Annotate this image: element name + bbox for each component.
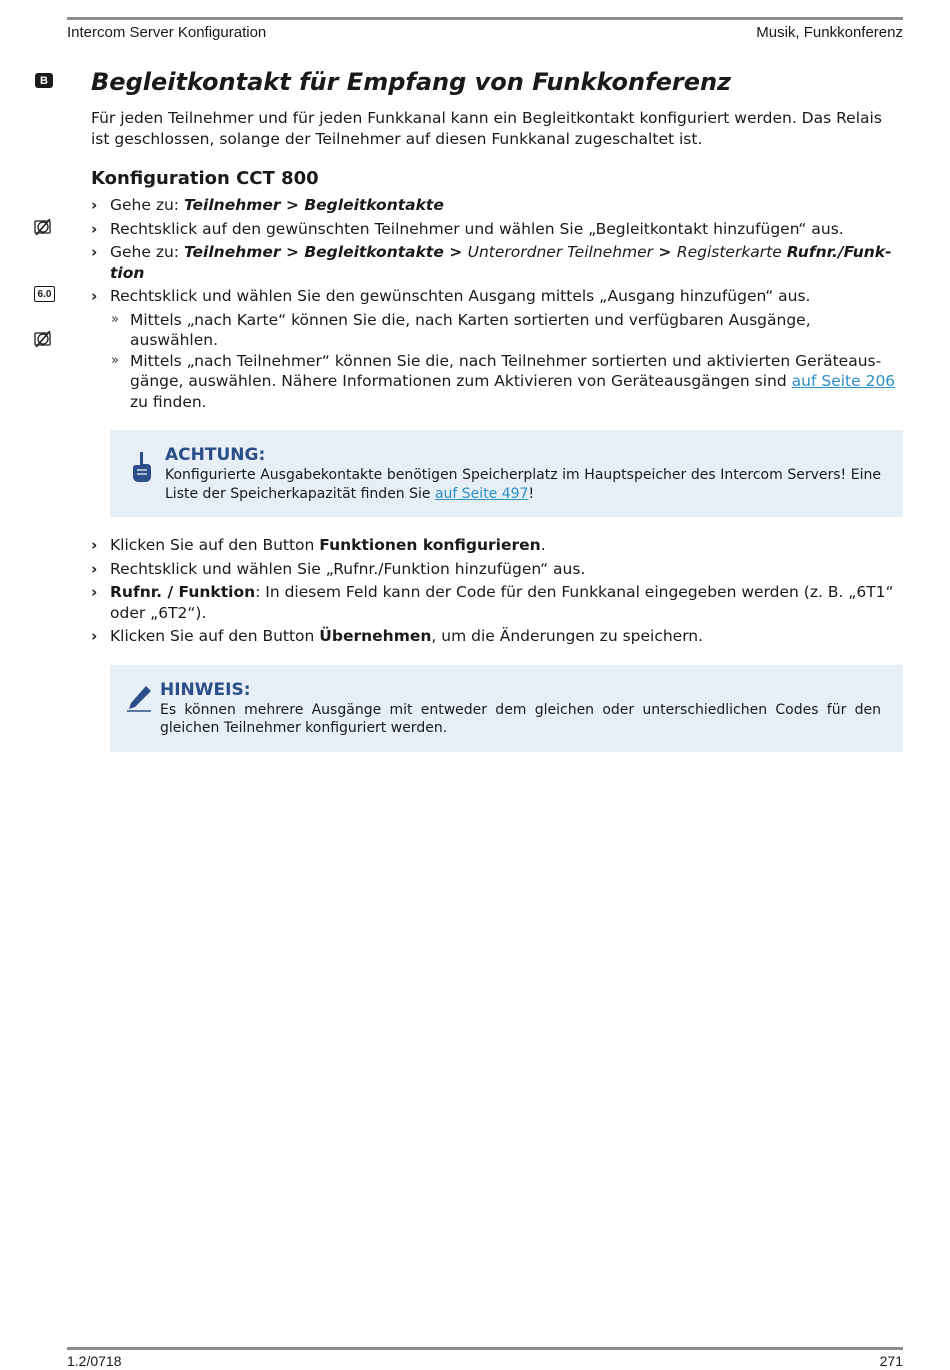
field-name: Rufnr. / Funktion [110, 583, 256, 601]
version-badge: 6.0 [34, 286, 55, 302]
step-text: Rechtsklick auf den gewünschten Teilnehmer und wählen Sie „Begleitkontakt hinzufügen“ aus. [110, 219, 844, 238]
pencil-slash-icon [33, 329, 53, 349]
chevron-right-icon: › [91, 536, 98, 554]
substep-text: Mittels „nach Karte“ können Sie die, nach Karten sortierten und verfügbaren Ausgänge, auswählen. [130, 310, 811, 349]
step-add-ausgang [91, 286, 903, 307]
step-text: Gehe zu: [110, 196, 184, 214]
step-text: Gehe zu: [110, 243, 184, 261]
menu-path: Teilnehmer > Begleitkontakte [183, 196, 444, 214]
menu-path-tab-label: Registerkarte [676, 243, 787, 261]
chevron-right-icon: › [91, 627, 98, 645]
chevron-outline-icon: » [111, 311, 119, 327]
menu-path: Teilnehmer > Begleitkontakte > [183, 243, 468, 261]
chevron-right-icon: › [91, 559, 98, 578]
menu-path-folder: Unterordner Teilnehmer [467, 243, 654, 261]
step-text-end: . [540, 536, 546, 554]
step-text: : In diesem Feld kann der Code für den Funkkanal eingegeben werden (z. B. „6T1“ oder „6T2“). [110, 583, 894, 622]
warning-text [165, 466, 881, 503]
step-text-end: , um die Änderungen zu speichern. [431, 627, 704, 645]
chevron-outline-icon: » [111, 352, 119, 368]
step-uebernehmen [91, 626, 903, 647]
note-text: Es können mehrere Ausgänge mit entweder dem gleichen oder unterschiedlichen Codes für den gleichen Teilnehmer konfiguriert werden. [160, 701, 881, 736]
warning-title: ACHTUNG: [165, 445, 266, 465]
link-seite-206[interactable]: auf Seite 206 [791, 372, 896, 390]
step-text: Rechtsklick und wählen Sie den gewünschten Ausgang mittels „Ausgang hinzufügen“ aus. [110, 287, 811, 305]
document-version: 1.2/0718 [67, 1353, 122, 1369]
step-rufnr-funktion [91, 582, 903, 623]
pencil-slash-icon [33, 217, 53, 237]
step-add-begleitkontakt [91, 219, 903, 240]
button-name: Funktionen konfigurieren [319, 536, 541, 554]
substep-nach-karte [91, 310, 903, 351]
page-content [91, 64, 903, 770]
step-funktionen-konfigurieren [91, 535, 903, 556]
running-header-left: Intercom Server Konfiguration [67, 24, 267, 41]
note-title: HINWEIS: [160, 679, 251, 700]
footer-rule [67, 1347, 903, 1350]
warning-end: ! [528, 485, 535, 502]
pointing-hand-icon [130, 450, 154, 484]
menu-path-tab: Rufnr./Funk-tion [110, 243, 892, 282]
pencil-icon [124, 683, 154, 713]
step-add-rufnr [91, 559, 903, 580]
step-text: Klicken Sie auf den Button [110, 536, 320, 554]
page-number: 271 [879, 1353, 903, 1369]
running-header-right: Musik, Funkkonferenz [756, 24, 903, 41]
chevron-right-icon: › [91, 196, 98, 214]
step-goto-registerkarte [91, 242, 903, 283]
edition-badge: B [35, 73, 53, 88]
warning-body: Konfigurierte Ausgabekontakte benötigen Speicherplatz im Hauptspeicher des Intercom Servers! Eine Liste der Speicherkapazität finden Sie [165, 467, 881, 502]
substep-nach-teilnehmer [91, 351, 903, 413]
page-title: Begleitkontakt für Empfang von Funkkonferenz [91, 68, 732, 96]
link-seite-497[interactable]: auf Seite 497 [434, 485, 529, 502]
chevron-right-icon: › [91, 287, 98, 305]
header-rule [67, 17, 903, 20]
substep-text: Mittels „nach Teilnehmer“ können Sie die, nach Teilnehmer sortierten und aktivierten Geräteaus-gänge, auswählen. Nähere Informationen zum Aktivieren von Geräteausgängen sind [130, 351, 882, 390]
step-text: Rechtsklick und wählen Sie „Rufnr./Funktion hinzufügen“ aus. [110, 559, 586, 578]
chevron-right-icon: › [91, 583, 98, 601]
section-title: Konfiguration CCT 800 [91, 168, 319, 189]
button-name: Übernehmen [319, 627, 432, 645]
chevron-right-icon: › [91, 243, 98, 261]
note-callout [110, 665, 903, 752]
chevron-right-icon: › [91, 219, 98, 238]
warning-callout [110, 430, 903, 517]
step-goto-begleitkontakte [91, 195, 903, 216]
menu-path-separator: > [653, 243, 677, 261]
step-text: Klicken Sie auf den Button [110, 627, 320, 645]
substep-text-end: zu finden. [130, 392, 207, 411]
intro-paragraph: Für jeden Teilnehmer und für jeden Funkkanal kann ein Begleitkontakt konfiguriert werden. Das Relais ist geschlossen, solange der Teilnehmer auf diesen Funkkanal zugeschaltet ist. [91, 109, 882, 148]
